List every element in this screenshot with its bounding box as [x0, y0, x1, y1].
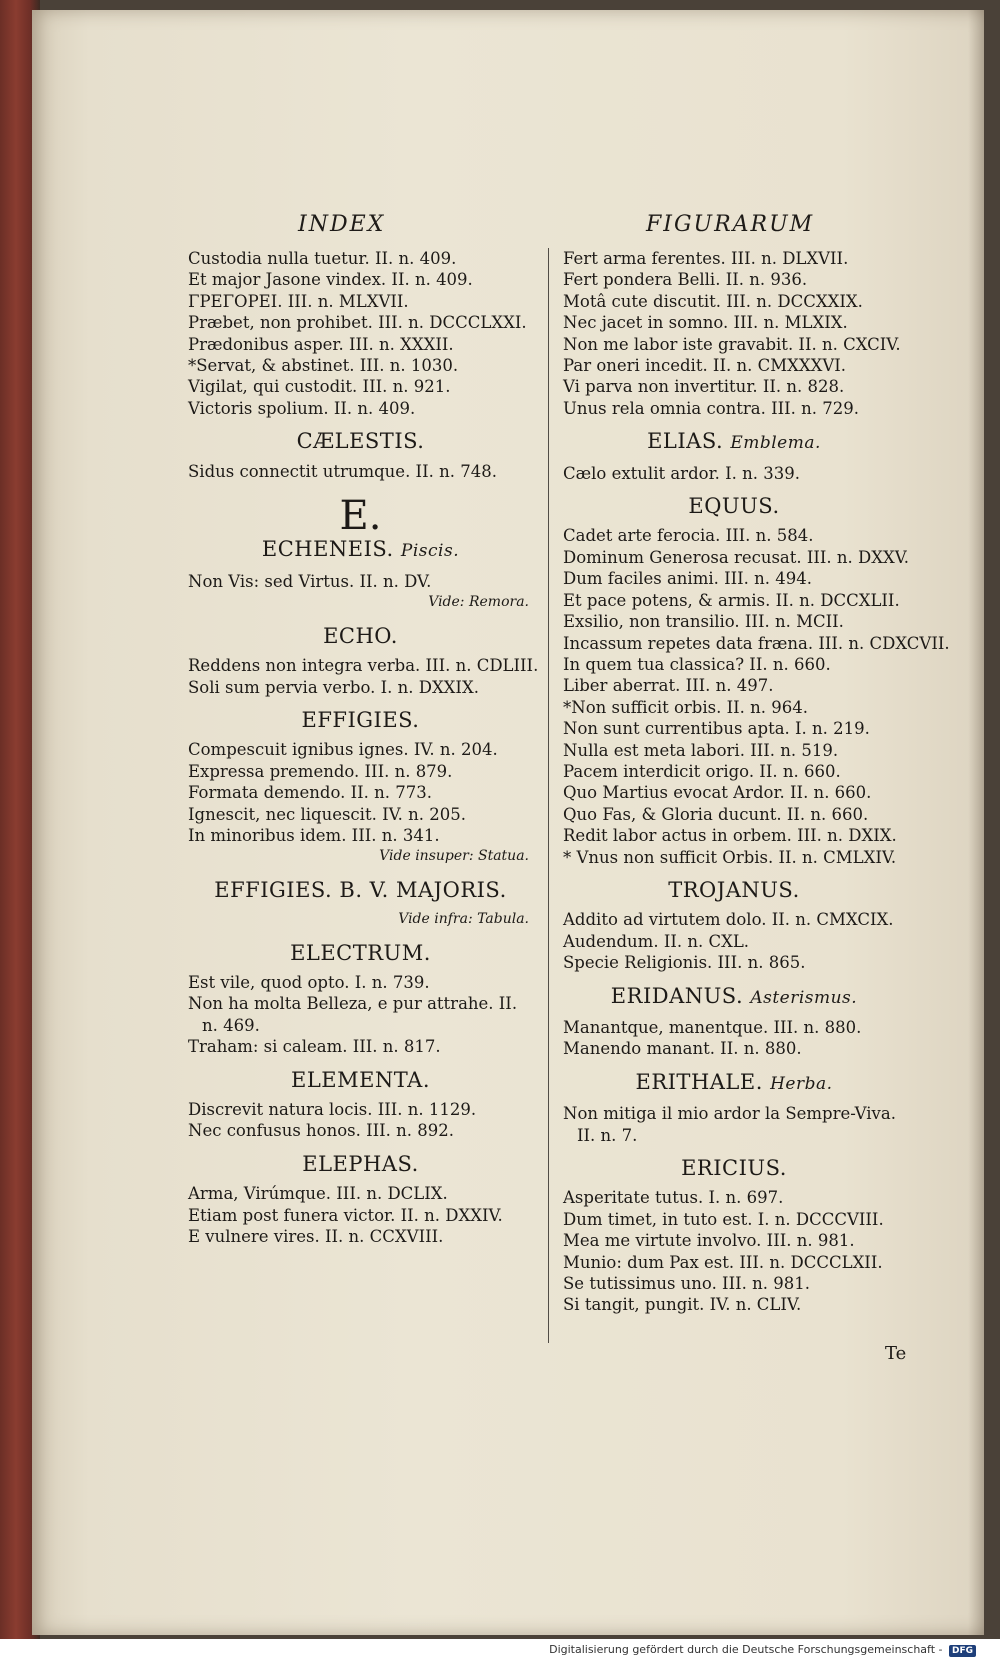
- index-entry: Nec jacet in somno. III. n. MLXIX.: [563, 313, 848, 333]
- index-entry: Non sunt currentibus apta. I. n. 219.: [563, 719, 870, 739]
- index-entry: Victoris spolium. II. n. 409.: [188, 398, 416, 418]
- index-entry: Par oneri incedit. II. n. CMXXXVI.: [563, 356, 847, 376]
- index-entry: Est vile, quod opto. I. n. 739.: [188, 972, 430, 992]
- heading-text: EFFIGIES. B. V. MAJORIS.: [214, 877, 507, 902]
- index-entry: Addito ad virtutem dolo. II. n. CMXCIX.: [563, 910, 894, 930]
- section-heading: [563, 877, 905, 902]
- index-entry: Ignescit, nec liquescit. IV. n. 205.: [188, 804, 466, 824]
- section-heading: [563, 1158, 905, 1179]
- cross-reference: Vide: Remora.: [428, 594, 529, 611]
- index-entry: Manantque, manentque. III. n. 880.: [563, 1018, 862, 1037]
- index-entry: Non mitiga il mio ardor la Sempre-Viva. II. n. 7.: [563, 1104, 896, 1145]
- heading-text: ELECTRUM.: [290, 940, 431, 965]
- column-divider: [548, 248, 549, 1343]
- index-entry: Vigilat, qui custodit. III. n. 921.: [188, 377, 451, 397]
- index-entry: *Servat, & abstinet. III. n. 1030.: [188, 356, 459, 376]
- index-entry: *Non sufficit orbis. II. n. 964.: [563, 697, 808, 717]
- index-entry: Munio: dum Pax est. III. n. DCCCLXII.: [563, 1252, 883, 1272]
- letter-section-heading: E.: [339, 493, 382, 540]
- section-heading: [563, 496, 905, 517]
- index-entry: Soli sum pervia verbo. I. n. DXXIX.: [188, 677, 479, 697]
- footer-credit: Digitalisierung gefördert durch die Deutsche Forschungsgemeinschaft -: [549, 1643, 943, 1656]
- section-heading: [188, 940, 533, 965]
- heading-text: CÆLESTIS.: [296, 429, 425, 454]
- index-entry: Prædonibus asper. III. n. XXXII.: [188, 334, 454, 354]
- cross-reference: Vide insuper: Statua.: [379, 848, 529, 865]
- heading-subtitle: Emblema.: [730, 433, 821, 454]
- heading-text: ERICIUS.: [681, 1156, 787, 1181]
- index-entry: Si tangit, pungit. IV. n. CLIV.: [563, 1295, 802, 1315]
- index-entry: Etiam post funera victor. II. n. DXXIV.: [188, 1205, 503, 1225]
- section-heading: [188, 539, 533, 562]
- heading-text: ERIDANUS.: [610, 983, 744, 1008]
- section-heading: [188, 1151, 533, 1176]
- index-entry: Reddens non integra verba. III. n. CDLIII.: [188, 656, 539, 676]
- index-entry: Et major Jasone vindex. II. n. 409.: [188, 270, 473, 290]
- catchword: Te: [885, 1343, 907, 1364]
- index-entry: Custodia nulla tuetur. II. n. 409.: [188, 249, 457, 268]
- index-entry: Fert arma ferentes. III. n. DLXVII.: [563, 249, 849, 268]
- index-entry: * Vnus non sufficit Orbis. II. n. CMLXIV.: [563, 847, 897, 867]
- index-entry: Unus rela omnia contra. III. n. 729.: [563, 398, 859, 418]
- heading-text: TROJANUS.: [668, 877, 800, 902]
- section-heading: [563, 1069, 905, 1095]
- index-entry: Mea me virtute involvo. III. n. 981.: [563, 1231, 855, 1251]
- index-entry: Sidus connectit utrumque. II. n. 748.: [188, 461, 497, 481]
- index-entry: Se tutissimus uno. III. n. 981.: [563, 1274, 810, 1294]
- footer-text: [549, 1643, 976, 1657]
- index-entry: In minoribus idem. III. n. 341.: [188, 825, 440, 845]
- heading-subtitle: Piscis.: [400, 541, 460, 562]
- footer-bar: [0, 1639, 1000, 1661]
- index-entry: Nec confusus honos. III. n. 892.: [188, 1121, 455, 1141]
- left-column: [188, 248, 539, 1247]
- section-heading: [188, 707, 533, 732]
- heading-text: EQUUS.: [688, 494, 780, 519]
- running-head-right: FIGURARUM: [646, 212, 815, 237]
- index-entry: Traham: si caleam. III. n. 817.: [188, 1037, 441, 1057]
- index-entry: Vi parva non invertitur. II. n. 828.: [563, 377, 845, 397]
- index-entry: Præbet, non prohibet. III. n. DCCCLXXI.: [188, 313, 527, 333]
- index-entry: Incassum repetes data fræna. III. n. CDXCVII.: [563, 633, 950, 653]
- index-entry: E vulnere vires. II. n. CCXVIII.: [188, 1227, 444, 1247]
- cross-reference: Vide infra: Tabula.: [398, 911, 529, 928]
- heading-text: ECHO.: [323, 623, 398, 648]
- index-entry: Audendum. II. n. CXL.: [563, 931, 750, 951]
- heading-text: EFFIGIES.: [301, 707, 420, 732]
- index-entry: Motâ cute discutit. III. n. DCCXXIX.: [563, 291, 863, 311]
- heading-text: ELEMENTA.: [290, 1067, 430, 1092]
- index-entry: Liber aberrat. III. n. 497.: [563, 676, 774, 696]
- heading-subtitle: Herba.: [770, 1073, 833, 1094]
- index-entry: ΓΡΕΓΟΡΕΙ. III. n. MLXVII.: [188, 291, 409, 311]
- heading-text: ELIAS.: [647, 429, 724, 454]
- index-entry: Et pace potens, & armis. II. n. DCCXLII.: [563, 590, 900, 610]
- index-entry: Cælo extulit ardor. I. n. 339.: [563, 463, 800, 483]
- index-entry: Asperitate tutus. I. n. 697.: [563, 1188, 784, 1208]
- section-heading: [188, 877, 533, 902]
- index-entry: Formata demendo. II. n. 773.: [188, 783, 433, 803]
- section-heading: [188, 1067, 533, 1092]
- index-entry: Quo Martius evocat Ardor. II. n. 660.: [563, 783, 872, 803]
- index-entry: Discrevit natura locis. III. n. 1129.: [188, 1100, 477, 1119]
- section-heading: [563, 983, 905, 1009]
- index-entry: Fert pondera Belli. II. n. 936.: [563, 270, 808, 290]
- index-entry: Specie Religionis. III. n. 865.: [563, 953, 806, 973]
- index-entry: Expressa premendo. III. n. 879.: [188, 761, 453, 781]
- index-entry: Non me labor iste gravabit. II. n. CXCIV.: [563, 334, 901, 354]
- index-entry: Dum timet, in tuto est. I. n. DCCCVIII.: [563, 1209, 884, 1229]
- index-entry: Dum faciles animi. III. n. 494.: [563, 569, 813, 589]
- index-entry: Cadet arte ferocia. III. n. 584.: [563, 526, 814, 546]
- running-head-left: INDEX: [298, 212, 386, 237]
- index-entry: In quem tua classica? II. n. 660.: [563, 654, 831, 674]
- right-column: [563, 248, 950, 1316]
- heading-text: ECHENEIS.: [261, 537, 394, 562]
- index-entry: Nulla est meta labori. III. n. 519.: [563, 740, 839, 760]
- index-entry: Pacem interdicit origo. II. n. 660.: [563, 761, 841, 781]
- index-entry: Non Vis: sed Virtus. II. n. DV.: [188, 571, 432, 591]
- heading-text: ELEPHAS.: [302, 1151, 419, 1176]
- index-entry: Exsilio, non transilio. III. n. MCII.: [563, 612, 844, 632]
- index-entry: Dominum Generosa recusat. III. n. DXXV.: [563, 547, 910, 567]
- index-entry: Quo Fas, & Gloria ducunt. II. n. 660.: [563, 804, 869, 824]
- index-entry: Arma, Virúmque. III. n. DCLIX.: [188, 1184, 448, 1204]
- section-heading: [563, 431, 905, 454]
- index-entry: Redit labor actus in orbem. III. n. DXIX.: [563, 826, 897, 846]
- heading-subtitle: Asterismus.: [750, 987, 858, 1008]
- heading-text: ERITHALE.: [635, 1069, 763, 1094]
- index-entry: Manendo manant. II. n. 880.: [563, 1039, 802, 1059]
- index-entry: Non ha molta Belleza, e pur attrahe. II. n. 469.: [188, 994, 518, 1035]
- section-heading: [188, 431, 533, 452]
- dfg-logo-icon: DFG: [949, 1645, 976, 1657]
- index-entry: Compescuit ignibus ignes. IV. n. 204.: [188, 740, 498, 760]
- section-heading: [188, 623, 533, 648]
